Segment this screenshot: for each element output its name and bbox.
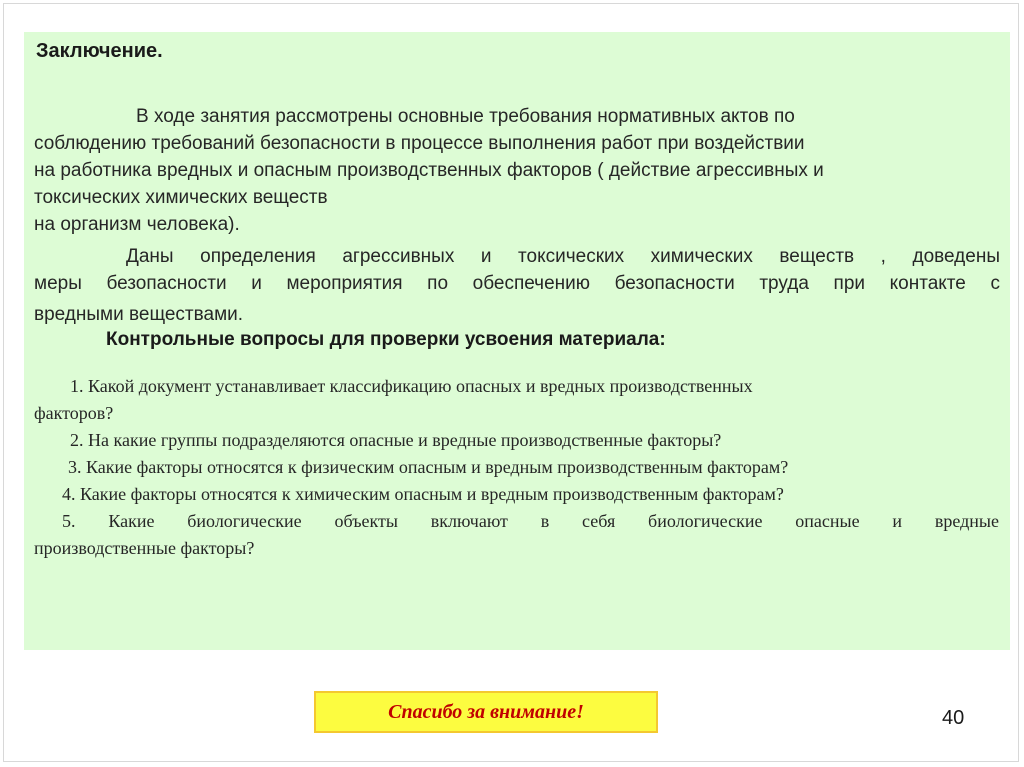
summary-line: В ходе занятия рассмотрены основные требования нормативных актов по — [136, 106, 795, 127]
summary-line: на работника вредных и опасным производственных факторов ( действие агрессивных и — [34, 160, 824, 181]
measures-line: Даны определения агрессивных и токсических химических веществ , доведены — [126, 246, 1000, 267]
control-questions-list — [34, 373, 999, 562]
summary-paragraph — [34, 103, 1000, 238]
question-line: производственные факторы? — [34, 538, 255, 558]
measures-line: меры безопасности и мероприятия по обеспечению безопасности труда при контакте с — [34, 273, 1000, 294]
summary-line: соблюдению требований безопасности в процессе выполнения работ при воздействии — [34, 133, 805, 154]
thanks-text: Спасибо за внимание! — [388, 700, 584, 723]
page-number: 40 — [942, 707, 965, 729]
measures-paragraph — [34, 243, 1000, 328]
question-item — [34, 454, 999, 481]
question-line: 2. На какие группы подразделяются опасные и вредные производственные факторы? — [70, 430, 722, 450]
question-line: 1. Какой документ устанавливает классификацию опасных и вредных производственных — [70, 376, 753, 396]
measures-line: вредными веществами. — [34, 304, 244, 325]
summary-line: токсических химических веществ — [34, 187, 328, 208]
question-item — [34, 427, 999, 454]
question-line: 4. Какие факторы относятся к химическим опасным и вредным производственным факторам? — [62, 484, 784, 504]
question-item — [34, 508, 999, 562]
summary-line: на организм человека). — [34, 214, 240, 235]
thanks-banner — [314, 691, 658, 733]
question-line: 5. Какие биологические объекты включают в себя биологические опасные и вредные — [62, 511, 999, 531]
question-line: 3. Какие факторы относятся к физическим опасным и вредным производственным факторам? — [68, 457, 789, 477]
conclusion-heading: Заключение. — [36, 40, 163, 62]
question-item — [34, 373, 999, 427]
question-line: факторов? — [34, 403, 114, 423]
question-item — [34, 481, 999, 508]
control-questions-heading: Контрольные вопросы для проверки усвоения материала: — [106, 329, 666, 350]
